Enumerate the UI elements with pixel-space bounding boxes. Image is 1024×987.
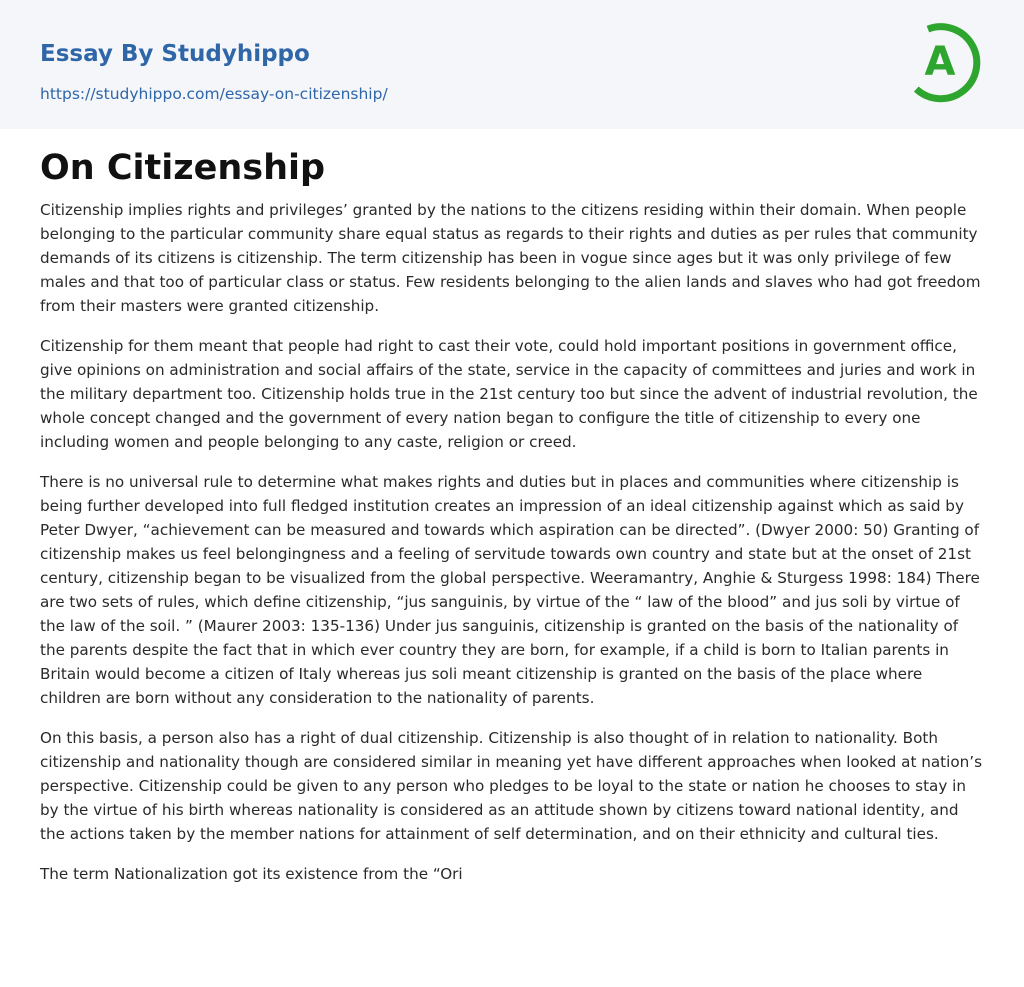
essay-paragraph-4: On this basis, a person also has a right of dual citizenship. Citizenship is also thought of in relation to nationality. Both citizenship and nationality though are considered similar in meaning yet have different approaches when looked at nation’s perspective. Citizenship could be given to any person who pledges to be loyal to the state or nation he chooses to stay in by the virtue of his birth whereas nationality is considered as an attitude shown by citizens toward national identity, and the actions taken by the member nations for attainment of self determination, and on their ethnicity and cultural ties. <box>40 729 983 843</box>
essay-paragraph-3: There is no universal rule to determine what makes rights and duties but in places and communities where citizenship is being further developed into full fledged institution creates an impression of an ideal citizenship against which as said by Peter Dwyer, “achievement can be measured and towards which aspiration can be directed”. (Dwyer 2000: 50) Granting of citizenship makes us feel belongingness and a feeling of servitude towards own country and state but at the onset of 21st century, citizenship began to be visualized from the global perspective. Weeramantry, Anghie & Sturgess 1998: 184) There are two sets of rules, which define citizenship, “jus sanguinis, by virtue of the “ law of the blood” and jus soli by virtue of the law of the soil. ” (Maurer 2003: 135-136) Under jus sanguinis, citizenship is granted on the basis of the nationality of the parents despite the fact that in which ever country they are born, for example, if a child is born to Italian parents in Britain would become a citizen of Italy whereas jus soli meant citizenship is granted on the basis of the place where children are born without any consideration to the nationality of parents. <box>40 473 980 707</box>
essay-article <box>40 146 986 902</box>
essay-paragraph-2: Citizenship for them meant that people had right to cast their vote, could hold important positions in government office, give opinions on administration and social affairs of the state, service in the capacity of committees and juries and work in the military department too. Citizenship holds true in the 21st century too but since the advent of industrial revolution, the whole concept changed and the government of every nation began to configure the title of citizenship to every one including women and people belonging to any caste, religion or creed. <box>40 337 978 451</box>
site-brand[interactable]: Essay By Studyhippo <box>40 41 310 67</box>
essay-paragraph-5: The term Nationalization got its existence from the “Ori <box>40 865 463 883</box>
essay-paragraph-1: Citizenship implies rights and privileges’ granted by the nations to the citizens residing within their domain. When people belonging to the particular community share equal status as regards to their rights and duties as per rules that community demands of its citizens is citizenship. The term citizenship has been in vogue since ages but it was only privilege of few males and that too of particular class or status. Few residents belonging to the alien lands and slaves who had got freedom from their masters were granted citizenship. <box>40 201 981 315</box>
page-title: On Citizenship <box>40 148 326 188</box>
essay-url-link[interactable]: https://studyhippo.com/essay-on-citizenship/ <box>40 85 388 103</box>
site-header <box>0 0 1024 129</box>
logo-letter: A <box>924 39 956 85</box>
studyhippo-logo-icon[interactable] <box>911 18 987 106</box>
